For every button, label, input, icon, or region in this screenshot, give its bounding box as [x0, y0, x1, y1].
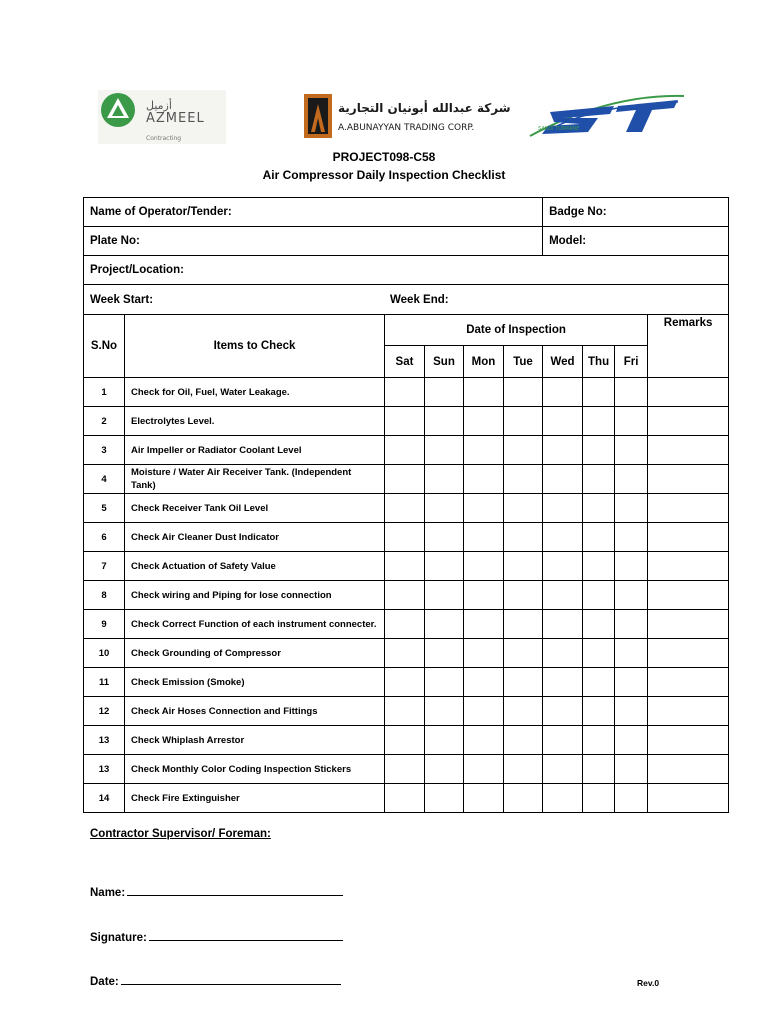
- check-cell-sun[interactable]: [425, 378, 464, 407]
- check-cell-thu[interactable]: [583, 581, 615, 610]
- date-label: Date:: [90, 976, 119, 988]
- check-cell-sun[interactable]: [425, 523, 464, 552]
- check-cell-mon[interactable]: [464, 523, 504, 552]
- tumpane-logo: [528, 92, 686, 140]
- signature-signoff-field[interactable]: [90, 931, 343, 944]
- check-cell-thu[interactable]: [583, 784, 615, 813]
- row-number: 3: [84, 436, 125, 465]
- table-row: [84, 581, 729, 610]
- check-cell-sun[interactable]: [425, 784, 464, 813]
- check-item: Check Monthly Color Coding Inspection Stickers: [125, 755, 385, 784]
- check-cell-tue[interactable]: [504, 581, 543, 610]
- check-cell-fri[interactable]: [615, 378, 648, 407]
- abunayyan-arabic: شركة عبدالله أبونيان التجارية: [338, 101, 511, 115]
- check-cell-thu[interactable]: [583, 407, 615, 436]
- check-cell-tue[interactable]: [504, 436, 543, 465]
- table-row: [84, 755, 729, 784]
- check-cell-wed[interactable]: [543, 523, 583, 552]
- check-cell-wed[interactable]: [543, 610, 583, 639]
- check-cell-wed[interactable]: [543, 726, 583, 755]
- plate-label: Plate No:: [90, 235, 140, 247]
- check-cell-tue[interactable]: [504, 465, 543, 494]
- day-header-fri: Fri: [615, 346, 648, 378]
- check-cell-wed[interactable]: [543, 436, 583, 465]
- check-cell-mon[interactable]: [464, 378, 504, 407]
- remarks-cell[interactable]: [648, 755, 729, 784]
- check-cell-thu[interactable]: [583, 552, 615, 581]
- signature-label: Signature:: [90, 932, 147, 944]
- remarks-cell[interactable]: [648, 407, 729, 436]
- check-item: Check Air Cleaner Dust Indicator: [125, 523, 385, 552]
- check-cell-sat[interactable]: [385, 436, 425, 465]
- check-item: Moisture / Water Air Receiver Tank. (Independent Tank): [125, 465, 385, 494]
- revision-label: Rev.0: [637, 978, 660, 988]
- badge-field[interactable]: [543, 198, 729, 227]
- document-title: Air Compressor Daily Inspection Checklist: [262, 168, 506, 182]
- remarks-cell[interactable]: [648, 784, 729, 813]
- check-cell-wed[interactable]: [543, 494, 583, 523]
- check-cell-wed[interactable]: [543, 784, 583, 813]
- row-number: 9: [84, 610, 125, 639]
- remarks-cell[interactable]: [648, 668, 729, 697]
- day-header-tue: Tue: [504, 346, 543, 378]
- check-cell-thu[interactable]: [583, 697, 615, 726]
- check-cell-sun[interactable]: [425, 494, 464, 523]
- check-cell-wed[interactable]: [543, 552, 583, 581]
- check-cell-sat[interactable]: [385, 755, 425, 784]
- check-item: Check Grounding of Compressor: [125, 639, 385, 668]
- check-cell-mon[interactable]: [464, 639, 504, 668]
- check-cell-thu[interactable]: [583, 436, 615, 465]
- check-cell-wed[interactable]: [543, 378, 583, 407]
- check-cell-mon[interactable]: [464, 668, 504, 697]
- check-cell-sun[interactable]: [425, 668, 464, 697]
- operator-label: Name of Operator/Tender:: [90, 206, 232, 218]
- day-header-sun: Sun: [425, 346, 464, 378]
- check-item: Check wiring and Piping for lose connection: [125, 581, 385, 610]
- row-number: 14: [84, 784, 125, 813]
- abunayyan-wordmark: A.ABUNAYYAN TRADING CORP.: [338, 123, 475, 133]
- check-cell-wed[interactable]: [543, 755, 583, 784]
- check-item: Check Air Hoses Connection and Fittings: [125, 697, 385, 726]
- check-cell-tue[interactable]: [504, 523, 543, 552]
- check-cell-fri[interactable]: [615, 436, 648, 465]
- check-cell-sat[interactable]: [385, 552, 425, 581]
- check-cell-thu[interactable]: [583, 639, 615, 668]
- remarks-cell[interactable]: [648, 523, 729, 552]
- check-cell-mon[interactable]: [464, 465, 504, 494]
- check-cell-tue[interactable]: [504, 378, 543, 407]
- azmeel-wordmark: AZMEEL: [146, 111, 205, 126]
- check-cell-fri[interactable]: [615, 465, 648, 494]
- table-row: [84, 726, 729, 755]
- remarks-cell[interactable]: [648, 552, 729, 581]
- badge-label: Badge No:: [549, 206, 607, 218]
- check-cell-fri[interactable]: [615, 581, 648, 610]
- plate-field[interactable]: [84, 227, 543, 256]
- check-cell-sat[interactable]: [385, 523, 425, 552]
- row-number: 8: [84, 581, 125, 610]
- check-cell-sat[interactable]: [385, 378, 425, 407]
- check-cell-mon[interactable]: [464, 610, 504, 639]
- check-cell-sat[interactable]: [385, 697, 425, 726]
- check-item: Air Impeller or Radiator Coolant Level: [125, 436, 385, 465]
- tumpane-wordmark: SAUDI TUMPANE: [538, 126, 580, 132]
- check-cell-mon[interactable]: [464, 784, 504, 813]
- azmeel-logo: [98, 90, 226, 144]
- table-row: [84, 697, 729, 726]
- week-field[interactable]: [84, 285, 729, 315]
- check-cell-fri[interactable]: [615, 639, 648, 668]
- check-cell-sun[interactable]: [425, 639, 464, 668]
- check-cell-wed[interactable]: [543, 668, 583, 697]
- row-number: 6: [84, 523, 125, 552]
- check-cell-tue[interactable]: [504, 407, 543, 436]
- check-cell-wed[interactable]: [543, 697, 583, 726]
- check-cell-mon[interactable]: [464, 726, 504, 755]
- check-cell-fri[interactable]: [615, 494, 648, 523]
- check-item: Check for Oil, Fuel, Water Leakage.: [125, 378, 385, 407]
- model-label: Model:: [549, 235, 587, 247]
- check-cell-tue[interactable]: [504, 784, 543, 813]
- check-cell-tue[interactable]: [504, 494, 543, 523]
- check-cell-wed[interactable]: [543, 407, 583, 436]
- check-cell-sun[interactable]: [425, 755, 464, 784]
- check-cell-sat[interactable]: [385, 581, 425, 610]
- day-header-sat: Sat: [385, 346, 425, 378]
- name-label: Name:: [90, 887, 126, 899]
- check-cell-thu[interactable]: [583, 668, 615, 697]
- check-cell-sun[interactable]: [425, 465, 464, 494]
- check-cell-sat[interactable]: [385, 494, 425, 523]
- check-cell-sat[interactable]: [385, 668, 425, 697]
- table-row: [84, 494, 729, 523]
- check-cell-wed[interactable]: [543, 581, 583, 610]
- check-item: Check Receiver Tank Oil Level: [125, 494, 385, 523]
- abunayyan-logo: [302, 94, 511, 140]
- row-number: 13: [84, 726, 125, 755]
- check-cell-mon[interactable]: [464, 436, 504, 465]
- check-cell-mon[interactable]: [464, 552, 504, 581]
- check-item: Check Whiplash Arrestor: [125, 726, 385, 755]
- check-cell-fri[interactable]: [615, 755, 648, 784]
- table-row: [84, 668, 729, 697]
- remarks-cell[interactable]: [648, 378, 729, 407]
- project-code: PROJECT098-C58: [332, 150, 436, 164]
- check-cell-sat[interactable]: [385, 784, 425, 813]
- azmeel-subtitle: Contracting: [146, 135, 182, 142]
- date-signoff-field[interactable]: [90, 975, 341, 988]
- check-cell-tue[interactable]: [504, 668, 543, 697]
- remarks-cell[interactable]: [648, 436, 729, 465]
- remarks-cell[interactable]: [648, 639, 729, 668]
- check-cell-fri[interactable]: [615, 784, 648, 813]
- check-cell-sat[interactable]: [385, 726, 425, 755]
- check-cell-tue[interactable]: [504, 552, 543, 581]
- remarks-cell[interactable]: [648, 581, 729, 610]
- day-header-thu: Thu: [583, 346, 615, 378]
- check-cell-thu[interactable]: [583, 378, 615, 407]
- remarks-cell[interactable]: [648, 610, 729, 639]
- table-row: [84, 523, 729, 552]
- check-cell-sun[interactable]: [425, 726, 464, 755]
- row-number: 4: [84, 465, 125, 494]
- check-cell-tue[interactable]: [504, 755, 543, 784]
- table-row: [84, 378, 729, 407]
- check-cell-mon[interactable]: [464, 581, 504, 610]
- checklist-rows: [84, 378, 729, 813]
- check-item: Check Emission (Smoke): [125, 668, 385, 697]
- row-number: 7: [84, 552, 125, 581]
- model-field[interactable]: [543, 227, 729, 256]
- check-cell-sun[interactable]: [425, 697, 464, 726]
- check-item: Electrolytes Level.: [125, 407, 385, 436]
- check-cell-thu[interactable]: [583, 726, 615, 755]
- table-row: [84, 610, 729, 639]
- table-row: [84, 552, 729, 581]
- date-of-inspection-header: Date of Inspection: [385, 315, 648, 346]
- azmeel-arabic: أزميل: [146, 99, 172, 112]
- check-item: Check Actuation of Safety Value: [125, 552, 385, 581]
- check-cell-mon[interactable]: [464, 755, 504, 784]
- check-cell-sun[interactable]: [425, 610, 464, 639]
- remarks-cell[interactable]: [648, 726, 729, 755]
- check-cell-fri[interactable]: [615, 552, 648, 581]
- check-cell-sat[interactable]: [385, 639, 425, 668]
- check-item: Check Fire Extinguisher: [125, 784, 385, 813]
- name-signoff-field[interactable]: [90, 886, 343, 899]
- check-cell-sun[interactable]: [425, 581, 464, 610]
- check-cell-sat[interactable]: [385, 407, 425, 436]
- row-number: 11: [84, 668, 125, 697]
- row-number: 13: [84, 755, 125, 784]
- table-row: [84, 465, 729, 494]
- check-cell-sun[interactable]: [425, 407, 464, 436]
- week-start-label: Week Start:: [90, 293, 154, 306]
- check-cell-thu[interactable]: [583, 610, 615, 639]
- week-end-label: Week End:: [390, 293, 449, 306]
- check-cell-fri[interactable]: [615, 726, 648, 755]
- row-number: 2: [84, 407, 125, 436]
- check-cell-wed[interactable]: [543, 639, 583, 668]
- operator-field[interactable]: [84, 198, 543, 227]
- check-cell-tue[interactable]: [504, 697, 543, 726]
- table-row: [84, 784, 729, 813]
- check-cell-mon[interactable]: [464, 407, 504, 436]
- check-item: Check Correct Function of each instrument connecter.: [125, 610, 385, 639]
- check-cell-sun[interactable]: [425, 552, 464, 581]
- remarks-header: Remarks: [648, 315, 729, 378]
- check-cell-fri[interactable]: [615, 610, 648, 639]
- table-row: [84, 407, 729, 436]
- check-cell-thu[interactable]: [583, 755, 615, 784]
- check-cell-fri[interactable]: [615, 697, 648, 726]
- row-number: 5: [84, 494, 125, 523]
- supervisor-heading: Contractor Supervisor/ Foreman:: [90, 828, 271, 840]
- check-cell-sat[interactable]: [385, 610, 425, 639]
- project-location-label: Project/Location:: [90, 264, 184, 276]
- remarks-cell[interactable]: [648, 465, 729, 494]
- day-header-mon: Mon: [464, 346, 504, 378]
- check-cell-tue[interactable]: [504, 726, 543, 755]
- table-row: [84, 436, 729, 465]
- check-cell-sun[interactable]: [425, 436, 464, 465]
- check-cell-tue[interactable]: [504, 639, 543, 668]
- remarks-cell[interactable]: [648, 494, 729, 523]
- row-number: 10: [84, 639, 125, 668]
- day-header-wed: Wed: [543, 346, 583, 378]
- remarks-cell[interactable]: [648, 697, 729, 726]
- row-number: 12: [84, 697, 125, 726]
- sno-header: S.No: [84, 315, 125, 378]
- check-cell-mon[interactable]: [464, 697, 504, 726]
- check-cell-mon[interactable]: [464, 494, 504, 523]
- table-row: [84, 639, 729, 668]
- items-header: Items to Check: [125, 315, 385, 378]
- check-cell-fri[interactable]: [615, 523, 648, 552]
- row-number: 1: [84, 378, 125, 407]
- check-cell-thu[interactable]: [583, 494, 615, 523]
- project-location-field[interactable]: [84, 256, 729, 285]
- check-cell-sat[interactable]: [385, 465, 425, 494]
- inspection-checklist-table: [83, 197, 729, 813]
- check-cell-fri[interactable]: [615, 407, 648, 436]
- check-cell-tue[interactable]: [504, 610, 543, 639]
- check-cell-wed[interactable]: [543, 465, 583, 494]
- check-cell-fri[interactable]: [615, 668, 648, 697]
- check-cell-thu[interactable]: [583, 465, 615, 494]
- check-cell-thu[interactable]: [583, 523, 615, 552]
